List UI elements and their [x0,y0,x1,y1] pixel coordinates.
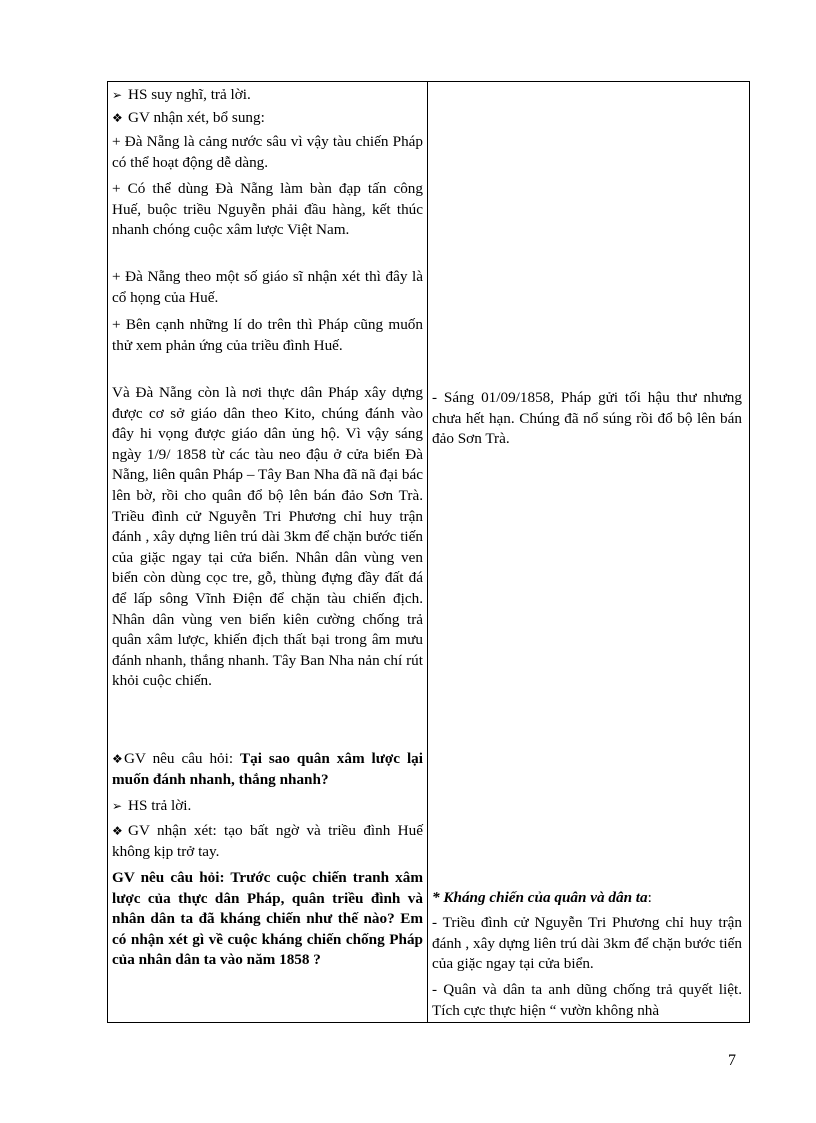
paragraph-history-narrative: Và Đà Nẵng còn là nơi thực dân Pháp xây dựng được cơ sở giáo dân theo Kito, chúng đánh vào đây hi vọng được giáo dân ủng hộ. Vì vậy sáng ngày 1/9/ 1858 từ các tàu neo đậu ở cửa biển Đà Nẵng, liên quân Pháp – Tây Ban Nha đã nã đại bác lên bờ, rồi cho quân đổ bộ lên bán đảo Sơn Trà. Triều đình cử Nguyễn Tri Phương chỉ huy trận đánh , xây dựng liên trú dài 3km để chặn bước tiến của giặc ngay tại cửa biển. Nhân dân vùng ven biển còn dùng cọc tre, gỗ, thùng đựng đầy đất đá để lấp sông Vĩnh Điện để chặn tàu chiến địch. Nhân dân vùng ven biển kiên cường chống trả quân xâm lược, khiến địch thất bại trong âm mưu đánh nhanh, thắng nhanh. Tây Ban Nha nản chí rút khỏi cuộc chiến. [112,384,423,690]
paragraph-hs-think: ➢ HS suy nghĩ, trả lời. [112,85,423,106]
paragraph-gv-question: ❖GV nêu câu hỏi: Tại sao quân xâm lược lại muốn đánh nhanh, thắng nhanh? [112,750,423,788]
paragraph-deep-port: + Đà Nẵng là cảng nước sâu vì vậy tàu chiến Pháp có thể hoạt động dễ dàng. [112,133,423,171]
page-number: 7 [728,1052,736,1069]
diamond-bullet-icon: ❖ [112,824,123,838]
arrow-bullet-icon: ➢ [112,88,123,102]
paragraph-resistance-question: GV nêu câu hỏi: Trước cuộc chiến tranh xâm lược của thực dân Pháp, quân triều đình và nhân dân ta đã kháng chiến như thế nào? Em có nhận xét gì về cuộc kháng chiến chống Pháp của nhân dân ta vào năm 1858 ? [112,869,423,969]
paragraph-hs-answer: ➢ HS trả lời. [112,796,423,817]
paragraph-gv-comment: ❖ GV nhận xét, bổ sung: [112,108,423,129]
paragraph-gv-remark: ❖ GV nhận xét: tạo bất ngờ và triều đình Huế không kịp trở tay. [112,822,423,860]
diamond-bullet-icon: ❖ [112,111,123,125]
paragraph-springboard: + Có thể dùng Đà Nẵng làm bàn đạp tấn công Huế, buộc triều Nguyễn phải đầu hàng, kết thúc nhanh chóng cuộc xâm lược Việt Nam. [112,180,423,239]
paragraph-people-resist: - Quân và dân ta anh dũng chống trả quyết liệt. Tích cực thực hiện “ vườn không nhà [432,981,742,1019]
lesson-table [107,81,750,1023]
content-column [428,82,749,1022]
paragraph-test-reaction: + Bên cạnh những lí do trên thì Pháp cũng muốn thử xem phản ứng của triều đình Huế. [112,316,423,354]
diamond-bullet-icon: ❖ [112,752,123,766]
arrow-bullet-icon: ➢ [112,799,123,813]
teacher-activity-column [108,82,428,1022]
heading-resistance: * Kháng chiến của quân và dân ta: [432,889,652,906]
paragraph-throat-of-hue: + Đà Nẵng theo một số giáo sĩ nhận xét thì đây là cổ họng của Huế. [112,268,423,306]
paragraph-ultimatum: - Sáng 01/09/1858, Pháp gửi tối hậu thư nhưng chưa hết hạn. Chúng đã nổ súng rồi đổ bộ lên bán đảo Sơn Trà. [432,389,742,448]
paragraph-court-defense: - Triều đình cử Nguyễn Tri Phương chỉ huy trận đánh , xây dựng liên trú dài 3km để chặn bước tiến của giặc ngay tại cửa biển. [432,914,742,973]
